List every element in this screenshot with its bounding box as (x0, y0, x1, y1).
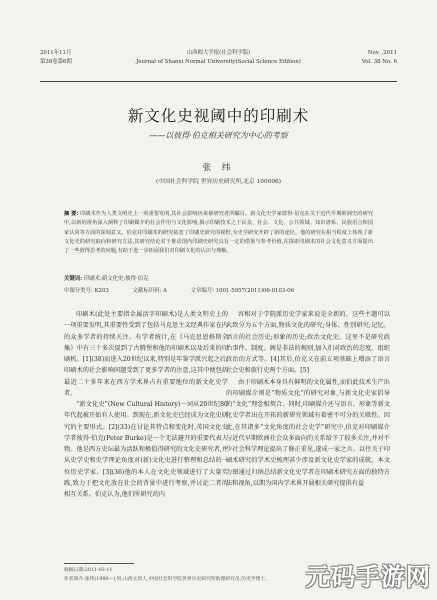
volume-number: 第38卷第6期 (40, 59, 72, 65)
header-rule (40, 81, 397, 82)
body-column-left (64, 309, 228, 500)
body-paragraph: “新文化史”(New Cultural History)一词从20世纪80年代起被开始有人使用。到现在,新文化史已经成为文化史研究的主要形式。[2](33)在讨论其特点和变化时,英国文化史学者彼得·伯克(Peter Burke)是一个无法避开的重要代表人物。他是西方史坛最为活跃和极值得研究的文化史研究者,并从史学史和史学理论角度对(新)文化史进行整理和总结的一位历史学家。[3](36)他的本人在文化史领域进行了大量实践,致力于把文化放在社会的背景中进行考察,并讨论二者的相互关系。伯克认为,他们所研究的内 (64, 401, 228, 498)
footnote-rule (64, 563, 134, 564)
volume-number-en: Vol. 38 No. 6 (361, 59, 397, 65)
classification-line (64, 288, 373, 295)
abstract-label: 摘 要: (64, 211, 79, 217)
abstract-text: 印刷术作为人类文明史上一项重要发明,其社会影响历来被研究者所瞩目。新文化史学家彼得·伯克在关于近代早期欧洲史的研究中,以新的视角深入阐释了印刷媒介的社会作用与文化影响,揭示印刷技术之于民众、社会、文化、公共领域、知识谱系、民族语言和国家认同等方面的深刻意义。伯克对印刷术的研究拓宽了印刷史研究的视野,为史学研究开辟了新的途径。他的研究在相当程度上体现了新文化史的研究取向和研究方法,其研究结论对于推动国内印刷史研究具有一定的借鉴与参考价值,在探索印刷术的社会文化意义方面提出了一些值得思考的问题,有助于进一步拓展我们对印刷文化的认识与理解。 (64, 211, 373, 255)
article-id: 文章编号: 1001-5957(2011)06-0103-06 (190, 288, 294, 294)
journal-name-cn: 山西师大学报(社会科学版) (186, 50, 251, 56)
article-title: 新文化史视阈中的印刷术 (127, 107, 310, 125)
body-paragraph: 印刷术(此处主要指金属活字印刷术)是人类文明史上的一项重要发明,其重要性受到了包括马克思主义经典作家在内的众多学者的持续关注。有学者统计,在《马克思恩格斯全集》中有三十多次提到了古腾堡和他的印刷术以及后来的印刷机。[1](38)而进入20世纪以来,特别是年鉴学派兴起之后,印刷术的社会影响问题受到了更多学者的注意,这其中便包括最近二十多年来在西方学术界占有重要地位的新文化史学者。 (64, 311, 228, 397)
keywords-text: 印刷术;新文化史;彼得·伯克 (83, 276, 149, 282)
keywords-label: 关键词: (64, 276, 83, 282)
abstract (64, 210, 373, 256)
body-paragraph: 容相对于学院派历史学家来说是全新的。这些主题可以大致分为五个方面,物质文化的研究;身体、性别研究;记忆、语言的社会历史;形象的历史;政治文化史。这里不是研究政治事件、制度、阁是非法的规则,加入们对政治的态度、组织政治的方式等。[4]其后,伯克又在前五项基础上增添了语言社会史和旅行史两个方面。[5] (226, 311, 390, 375)
issue-date-en: Nov. ,2011 (367, 50, 397, 56)
footnote-received: 收稿日期:2011-03-11 (64, 568, 113, 573)
issue-date: 2011年11月 (40, 50, 72, 56)
document-code: 文献标识码: A (132, 288, 167, 294)
author-name: 张 纬 (202, 163, 235, 173)
clc-number: 中图分类号: K203 (64, 288, 109, 294)
body-paragraph: 由于印刷术本身具有鲜明的文化属性,而伯此技术生产出的印刷媒介则是“物质文化”的研究对象,与新文化史家倡导的“文化”理念相契合。同时,印刷媒介还与语言、形象等新文化史学者出在开拓的新研究领域有着密不可分的关联性。因此,在其诸多“文化角度的社会史学”研究中,伯克对印刷媒介与近代早期欧洲社会众多面向的关系给予了较多关注,并对不少社会科学理论提出了修正重见,遂成一家之言。以往关于印刷术研究的学术史梳理甚少涉及新文化史学家的成就。本文力图通过归纳总结新文化史学者在印刷术研究方面的独特方法和视角,以期为国内学术界开展相关研究提供有益 (226, 378, 390, 487)
author-affiliation: (中国社会科学院 世界历史研究所,北京 100006) (156, 179, 281, 185)
keywords (64, 276, 373, 283)
site-watermark: 元码手游网 (306, 563, 431, 591)
body-column-right (226, 309, 390, 489)
footnote-author-bio: 作者简介:张纬(1980—),男,山西太原人,中国社会科学院世界历史研究所助理研究员,历史学博士。 (64, 577, 270, 582)
journal-name-en: Journal of Shanxi Normal University(Social Science Edition) (136, 59, 301, 65)
article-subtitle: ——以彼得·伯克相关研究为中心的考察 (149, 131, 288, 140)
